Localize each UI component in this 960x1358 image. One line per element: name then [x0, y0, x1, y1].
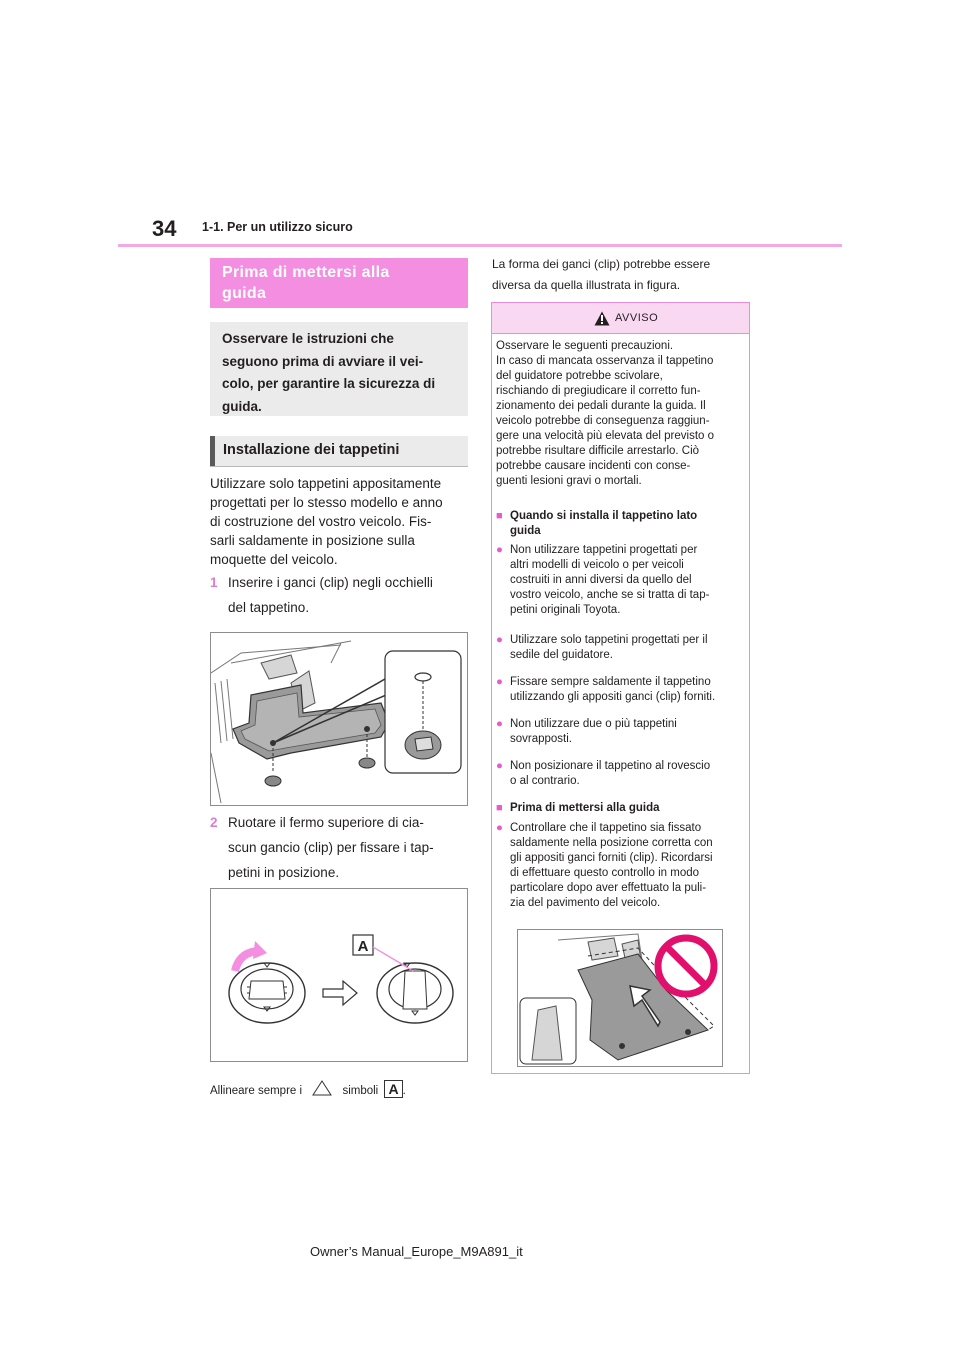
warning-line: del guidatore potrebbe scivolare,	[496, 370, 663, 382]
bullet-line: vostro veicolo, anche se si tratta di tap-	[510, 589, 710, 601]
bullet-line: sovrapposti.	[510, 733, 573, 745]
note-line: diversa da quella illustrata in figura.	[492, 278, 681, 292]
warning-line: gere una velocità più elevata del previsto o	[496, 430, 715, 442]
section-breadcrumb: 1-1. Per un utilizzo sicuro	[202, 220, 353, 234]
step-line: del tappetino.	[228, 600, 310, 615]
bullet-line: Non utilizzare tappetini progettati per	[510, 544, 698, 556]
section-title-line: Prima di mettersi alla	[222, 264, 390, 281]
bullet-item	[496, 633, 744, 663]
clip-shape-note	[492, 254, 752, 296]
bullet-item	[496, 675, 744, 705]
header-rule	[118, 244, 842, 247]
section-title-box	[210, 258, 468, 308]
warning-line: guenti lesioni gravi o mortali.	[496, 475, 642, 487]
round-bullet-icon: ●	[496, 544, 503, 556]
bullet-line: petini originali Toyota.	[510, 604, 621, 616]
step-line: scun gancio (clip) per fissare i tap-	[228, 840, 434, 855]
warning-line: rischiando di pregiudicare il corretto fun-	[496, 385, 701, 397]
warning-line: In caso di mancata osservanza il tappetino	[496, 355, 714, 367]
bullet-line: gli appositi ganci forniti (clip). Ricordarsi	[510, 852, 713, 864]
floor-mat-drawing	[211, 633, 467, 805]
step-1	[210, 570, 472, 620]
caption-middle: simboli	[342, 1085, 379, 1097]
intro-line: Osservare le istruzioni che	[222, 331, 394, 346]
step-2	[210, 810, 472, 885]
bullet-line: Controllare che il tappetino sia fissato	[510, 822, 702, 834]
caption-label-a: A	[384, 1080, 402, 1098]
bullet-item	[496, 543, 744, 618]
note-line: La forma dei ganci (clip) potrebbe essere	[492, 257, 711, 271]
round-bullet-icon: ●	[496, 822, 503, 834]
subheading-before-driving	[496, 801, 744, 816]
para-line: moquette del veicolo.	[210, 552, 338, 567]
caption-after: .	[402, 1085, 406, 1097]
subheading-line: Prima di mettersi alla guida	[510, 802, 660, 814]
round-bullet-icon: ●	[496, 634, 503, 646]
para-line: progettati per lo stesso modello e anno	[210, 495, 443, 510]
warning-line: Osservare le seguenti precauzioni.	[496, 340, 674, 352]
caption-before: Allineare sempre i	[210, 1085, 303, 1097]
label-a: A	[357, 938, 369, 955]
bullet-line: Utilizzare solo tappetini progettati per il	[510, 634, 708, 646]
install-heading-text: Installazione dei tappetini	[223, 442, 400, 458]
round-bullet-icon: ●	[496, 760, 503, 772]
intro-line: seguono prima di avviare il vei-	[222, 353, 424, 369]
bullet-line: saldamente nella posizione corretta con	[510, 837, 713, 849]
para-line: sarli saldamente in posizione sulla	[210, 533, 415, 548]
round-bullet-icon: ●	[496, 676, 503, 688]
bullet-line: particolare dopo aver effettuato la puli-	[510, 882, 707, 894]
subheading-line: Quando si installa il tappetino lato	[510, 510, 698, 522]
bullet-line: di effettuare questo controllo in modo	[510, 867, 700, 879]
incorrect-mat-drawing	[518, 930, 722, 1066]
page-number: 34	[152, 216, 177, 241]
alignment-caption	[210, 1080, 406, 1098]
heading-bar	[210, 436, 215, 466]
bullet-item	[496, 717, 744, 747]
bullet-line: Non posizionare il tappetino al rovescio	[510, 760, 711, 772]
install-heading	[210, 436, 468, 467]
intro-box	[210, 322, 468, 416]
step-number: 1	[210, 575, 218, 590]
round-bullet-icon: ●	[496, 718, 503, 730]
bullet-line: Non utilizzare due o più tappetini	[510, 718, 677, 730]
floor-mat-illustration	[210, 632, 468, 806]
footer-doc-id: Owner’s Manual_Europe_M9A891_it	[310, 1244, 523, 1259]
intro-line: guida.	[222, 398, 262, 414]
square-bullet-icon: ■	[496, 802, 503, 814]
warning-box	[491, 302, 750, 1074]
step-number: 2	[210, 815, 218, 830]
bullet-line: altri modelli di veicolo o per veicoli	[510, 559, 684, 571]
subheading-driver-mat	[496, 509, 744, 539]
warning-line: veicolo potrebbe di conseguenza raggiun-	[496, 415, 710, 427]
subheading-line: guida	[510, 525, 541, 537]
clip-rotation-drawing	[211, 889, 467, 1061]
warning-line: potrebbe risultare difficile arrestarlo. Ciò	[496, 445, 700, 457]
warning-header	[492, 303, 749, 334]
clip-rotation-illustration	[210, 888, 468, 1062]
bullet-line: costruiti in anni diversi da quello del	[510, 574, 692, 586]
step-line: Ruotare il fermo superiore di cia-	[228, 815, 424, 830]
square-bullet-icon: ■	[496, 510, 503, 522]
section-title-line: guida	[222, 285, 267, 302]
intro-line: colo, per garantire la sicurezza di	[222, 376, 436, 391]
incorrect-mat-illustration	[517, 929, 723, 1067]
bullet-item	[496, 759, 744, 789]
bullet-line: zia del pavimento del veicolo.	[510, 897, 661, 909]
warning-line: zionamento dei pedali durante la guida. Il	[496, 400, 706, 412]
bullet-line: o al contrario.	[510, 775, 580, 787]
bullet-line: Fissare sempre saldamente il tappetino	[510, 676, 711, 688]
warning-text	[496, 339, 744, 489]
para-line: di costruzione del vostro veicolo. Fis-	[210, 514, 432, 529]
step-line: petini in posizione.	[228, 865, 340, 880]
warning-title: AVVISO	[615, 312, 659, 324]
bullet-item	[496, 821, 744, 911]
para-line: Utilizzare solo tappetini appositamente	[210, 476, 442, 491]
step-line: Inserire i ganci (clip) negli occhielli	[228, 575, 433, 590]
bullet-line: utilizzando gli appositi ganci (clip) forniti.	[510, 691, 716, 703]
install-paragraph	[210, 474, 472, 569]
triangle-symbol-icon	[311, 1080, 333, 1096]
bullet-line: sedile del guidatore.	[510, 649, 613, 661]
warning-triangle-icon	[594, 311, 610, 326]
warning-line: potrebbe causare incidenti con conse-	[496, 460, 691, 472]
